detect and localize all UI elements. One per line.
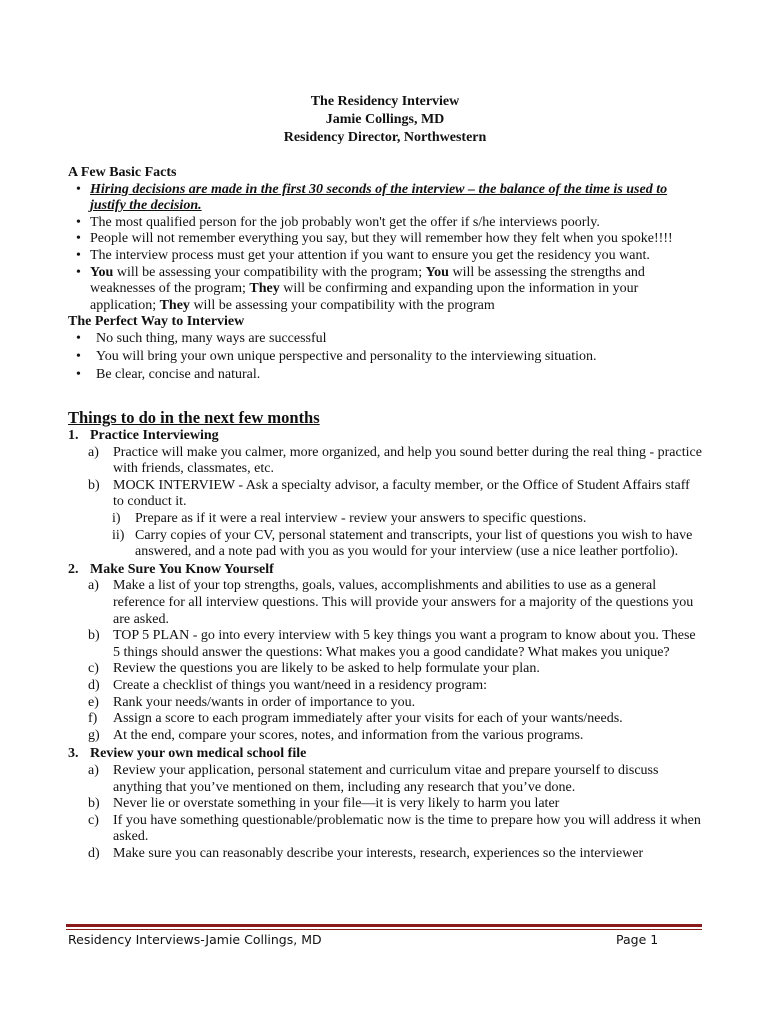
author-role: Residency Director, Northwestern — [283, 130, 487, 145]
item-marker: f) — [88, 711, 98, 727]
list-item: • The interview process must get your attention if you want to ensure you get the residency you want. — [90, 248, 702, 265]
section-number: 3. — [68, 746, 79, 762]
list-item — [68, 763, 702, 796]
item-text: Practice will make you calmer, more organized, and help you sound better during the real thing - practice with friends, classmates, etc. — [113, 444, 702, 477]
item-text: TOP 5 PLAN - go into every interview with 5 key things you want a program to know about you. These 5 things should answer the questions: What makes you a good candidate? What makes you unique? — [113, 628, 696, 660]
item-text: Prepare as if it were a real interview - review your answers to specific questions. — [135, 511, 587, 527]
section-title: Make Sure You Know Yourself — [90, 561, 274, 577]
item-marker: b) — [88, 628, 100, 644]
perfect-way-list — [68, 331, 702, 384]
key-fact-highlight: Hiring decisions are made in the first 30 seconds of the interview – the balance of the time is used to justify the decision. — [90, 181, 668, 214]
emphasis-you: You — [90, 264, 114, 280]
text-run: will be assessing the strengths and weaknesses of the program; — [90, 264, 645, 297]
list-item — [68, 796, 702, 813]
author-name: Jamie Collings, MD — [325, 112, 445, 127]
list-item — [68, 728, 702, 745]
list-item — [68, 846, 702, 863]
list-item — [68, 528, 702, 561]
list-item — [68, 678, 702, 695]
item-text: Create a checklist of things you want/need in a residency program: — [113, 678, 487, 693]
list-item: • You will bring your own unique perspective and personality to the interviewing situation. — [96, 349, 702, 366]
item-text: Never lie or overstate something in your file—it is very likely to harm you later — [113, 796, 560, 812]
facts-heading: A Few Basic Facts — [68, 165, 177, 180]
list-item: • People will not remember everything you say, but they will remember how they felt when you spoke!!!! — [90, 231, 702, 248]
section-know-yourself — [68, 562, 702, 579]
document-title: The Residency Interview — [310, 94, 460, 109]
item-text: If you have something questionable/problematic now is the time to prepare how you will address it when asked. — [113, 812, 701, 845]
footer-rule-thick — [66, 924, 702, 927]
section-review-file — [68, 746, 702, 763]
section-number: 2. — [68, 561, 79, 577]
document-page — [68, 93, 702, 863]
document-title-block — [68, 93, 702, 147]
item-text: Assign a score to each program immediately after your visits for each of your wants/needs. — [113, 711, 623, 727]
footer-rule-thin — [66, 929, 702, 930]
section-number: 1. — [68, 428, 79, 444]
list-item — [68, 711, 702, 728]
item-marker: g) — [88, 727, 100, 743]
list-item — [68, 511, 702, 528]
list-item: • The most qualified person for the job probably won't get the offer if s/he interviews poorly. — [90, 215, 702, 232]
item-marker: ii) — [112, 527, 125, 543]
text-run: will be assessing your compatibility with the program — [189, 297, 495, 313]
list-item: • Be clear, concise and natural. — [96, 367, 702, 384]
emphasis-you: You — [425, 264, 449, 280]
item-marker: a) — [88, 444, 99, 460]
item-marker: b) — [88, 477, 100, 493]
section-practice-interviewing — [68, 428, 702, 445]
list-item — [68, 661, 702, 678]
item-marker: c) — [88, 812, 99, 828]
item-marker: a) — [88, 762, 99, 778]
item-text: Make sure you can reasonably describe your interests, research, experiences so the interviewer — [113, 845, 644, 861]
item-marker: b) — [88, 796, 100, 812]
emphasis-they: They — [249, 281, 280, 297]
item-text: Review the questions you are likely to be asked to help formulate your plan. — [113, 661, 540, 677]
item-text: Review your application, personal statement and curriculum vitae and prepare yourself to discuss anything that you’ve mentioned on them, including any research that you’ve done. — [113, 762, 659, 795]
list-item — [68, 578, 702, 628]
list-item — [90, 265, 702, 315]
things-heading: Things to do in the next few months — [68, 407, 320, 427]
item-text: Make a list of your top strengths, goals, values, accomplishments and abilities to use as a general reference for all interview questions. This will provide your answers for a majority of the questions you are asked. — [113, 578, 694, 627]
footer-page-number: Page 1 — [616, 932, 659, 947]
emphasis-they: They — [159, 297, 190, 313]
text-run: will be assessing your compatibility with the program; — [113, 264, 426, 280]
item-marker: c) — [88, 661, 99, 677]
list-item — [68, 445, 702, 478]
text-run: will be confirming and expanding upon the information in your application; — [90, 281, 639, 313]
item-text: At the end, compare your scores, notes, and information from the various programs. — [113, 727, 584, 743]
facts-list — [68, 182, 702, 315]
item-marker: i) — [112, 511, 121, 527]
section-title: Practice Interviewing — [90, 428, 219, 444]
perfect-way-heading: The Perfect Way to Interview — [68, 314, 245, 330]
item-marker: e) — [88, 694, 99, 710]
list-item — [68, 478, 702, 511]
list-item — [90, 182, 702, 215]
list-item — [68, 813, 702, 846]
footer-doc-title: Residency Interviews-Jamie Collings, MD — [68, 932, 322, 947]
list-item: • No such thing, many ways are successful — [96, 331, 702, 348]
list-item — [68, 628, 702, 661]
item-text: MOCK INTERVIEW - Ask a specialty advisor, a faculty member, or the Office of Student Affairs staff to conduct it. — [113, 477, 690, 510]
item-marker: a) — [88, 578, 99, 594]
section-title: Review your own medical school file — [90, 746, 307, 762]
list-item — [68, 695, 702, 712]
item-marker: d) — [88, 678, 100, 693]
item-marker: d) — [88, 845, 100, 861]
item-text: Carry copies of your CV, personal statement and transcripts, your list of questions you wish to have answered, and a note pad with you as you would for your interview (use a nice leather portfolio). — [135, 527, 693, 560]
item-text: Rank your needs/wants in order of importance to you. — [113, 694, 416, 710]
